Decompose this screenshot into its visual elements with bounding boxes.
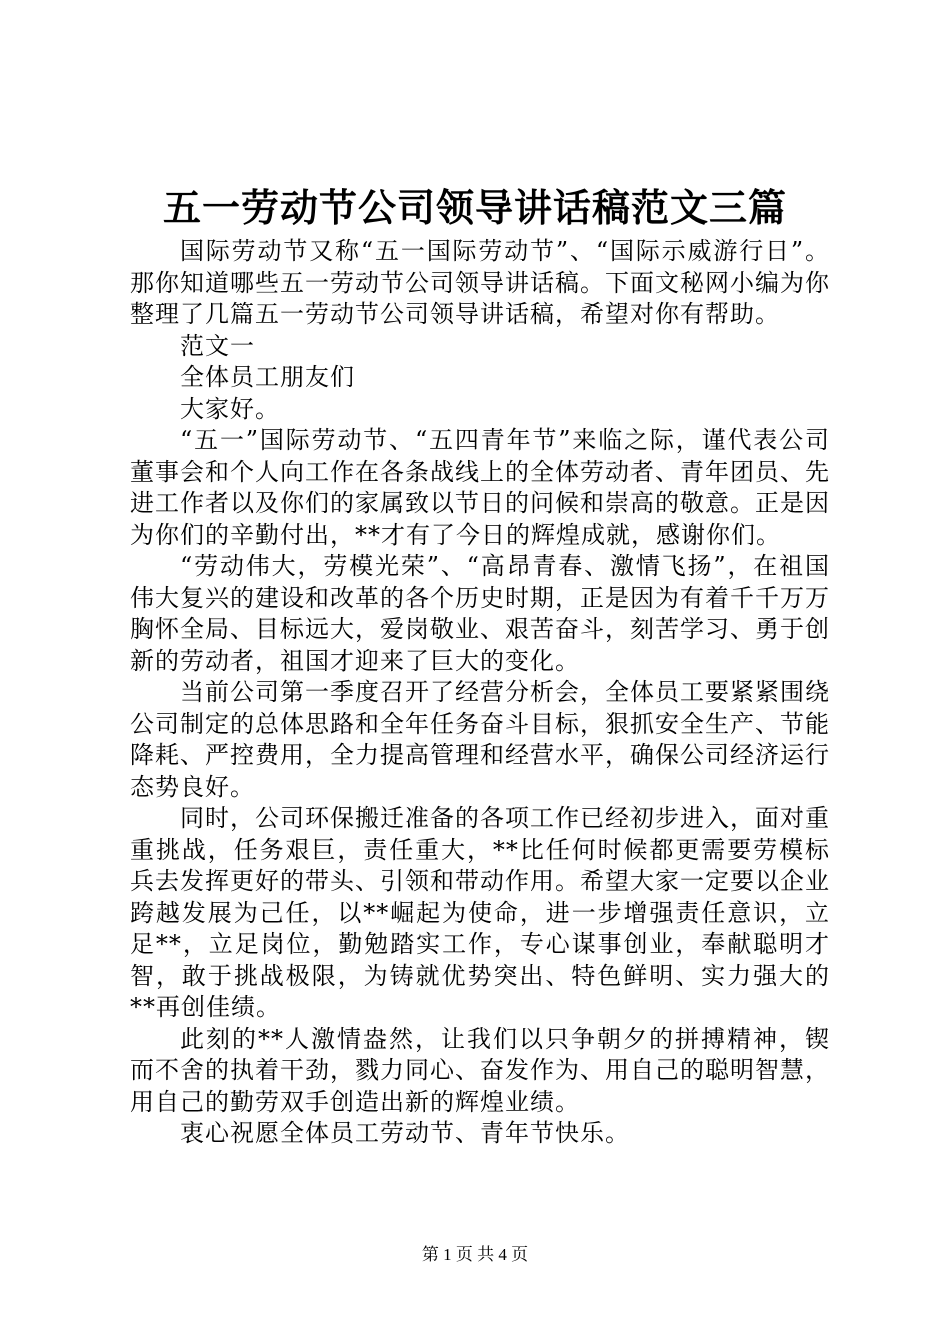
body-paragraph: 当前公司第一季度召开了经营分析会，全体员工要紧紧围绕公司制定的总体思路和全年任务奋斗目标，狠抓安全生产、节能降耗、严控费用，全力提高管理和经营水平，确保公司经济运行态势良好。 — [130, 678, 830, 801]
document-title: 五一劳动节公司领导讲话稿范文三篇 — [162, 185, 787, 230]
body-paragraph: 同时，公司环保搬迁准备的各项工作已经初步进入，面对重重挑战，任务艰巨，责任重大，**比任何时候都更需要劳模标兵去发挥更好的带头、引领和带动作用。希望大家一定要以企业跨越发展为己任，以**崛起为使命，进一步增强责任意识，立足**，立足岗位，勤勉踏实工作，专心谋事创业，奉献聪明才智，敢于挑战极限，为铸就优势突出、特色鲜明、实力强大的**再创佳绩。 — [130, 804, 830, 1021]
salutation: 全体员工朋友们 — [180, 363, 355, 391]
greeting: 大家好。 — [180, 394, 280, 423]
document-body — [130, 236, 830, 1150]
closing-wish: 衷心祝愿全体员工劳动节、青年节快乐。 — [180, 1119, 630, 1147]
page-number-footer: 第 1 页 共 4 页 — [421, 1245, 529, 1264]
body-paragraph: “劳动伟大，劳模光荣”、“高昂青春、激情飞扬”，在祖国伟大复兴的建设和改革的各个历史时期，正是因为有着千千万万胸怀全局、目标远大，爱岗敬业、艰苦奋斗，刻苦学习、勇于创新的劳动者，祖国才迎来了巨大的变化。 — [130, 552, 830, 675]
section-heading: 范文一 — [180, 331, 255, 360]
body-paragraph: 此刻的**人激情盎然，让我们以只争朝夕的拼搏精神，锲而不舍的执着干劲，戮力同心、奋发作为、用自己的聪明智慧，用自己的勤劳双手创造出新的辉煌业绩。 — [130, 1024, 830, 1116]
body-paragraph: “五一”国际劳动节、“五四青年节”来临之际，谨代表公司董事会和个人向工作在各条战线上的全体劳动者、青年团员、先进工作者以及你们的家属致以节日的问候和崇高的敬意。正是因为你们的辛勤付出，**才有了今日的辉煌成就，感谢你们。 — [130, 426, 830, 549]
intro-paragraph: 国际劳动节又称“五一国际劳动节”、“国际示威游行日”。那你知道哪些五一劳动节公司领导讲话稿。下面文秘网小编为你整理了几篇五一劳动节公司领导讲话稿，希望对你有帮助。 — [130, 237, 830, 328]
